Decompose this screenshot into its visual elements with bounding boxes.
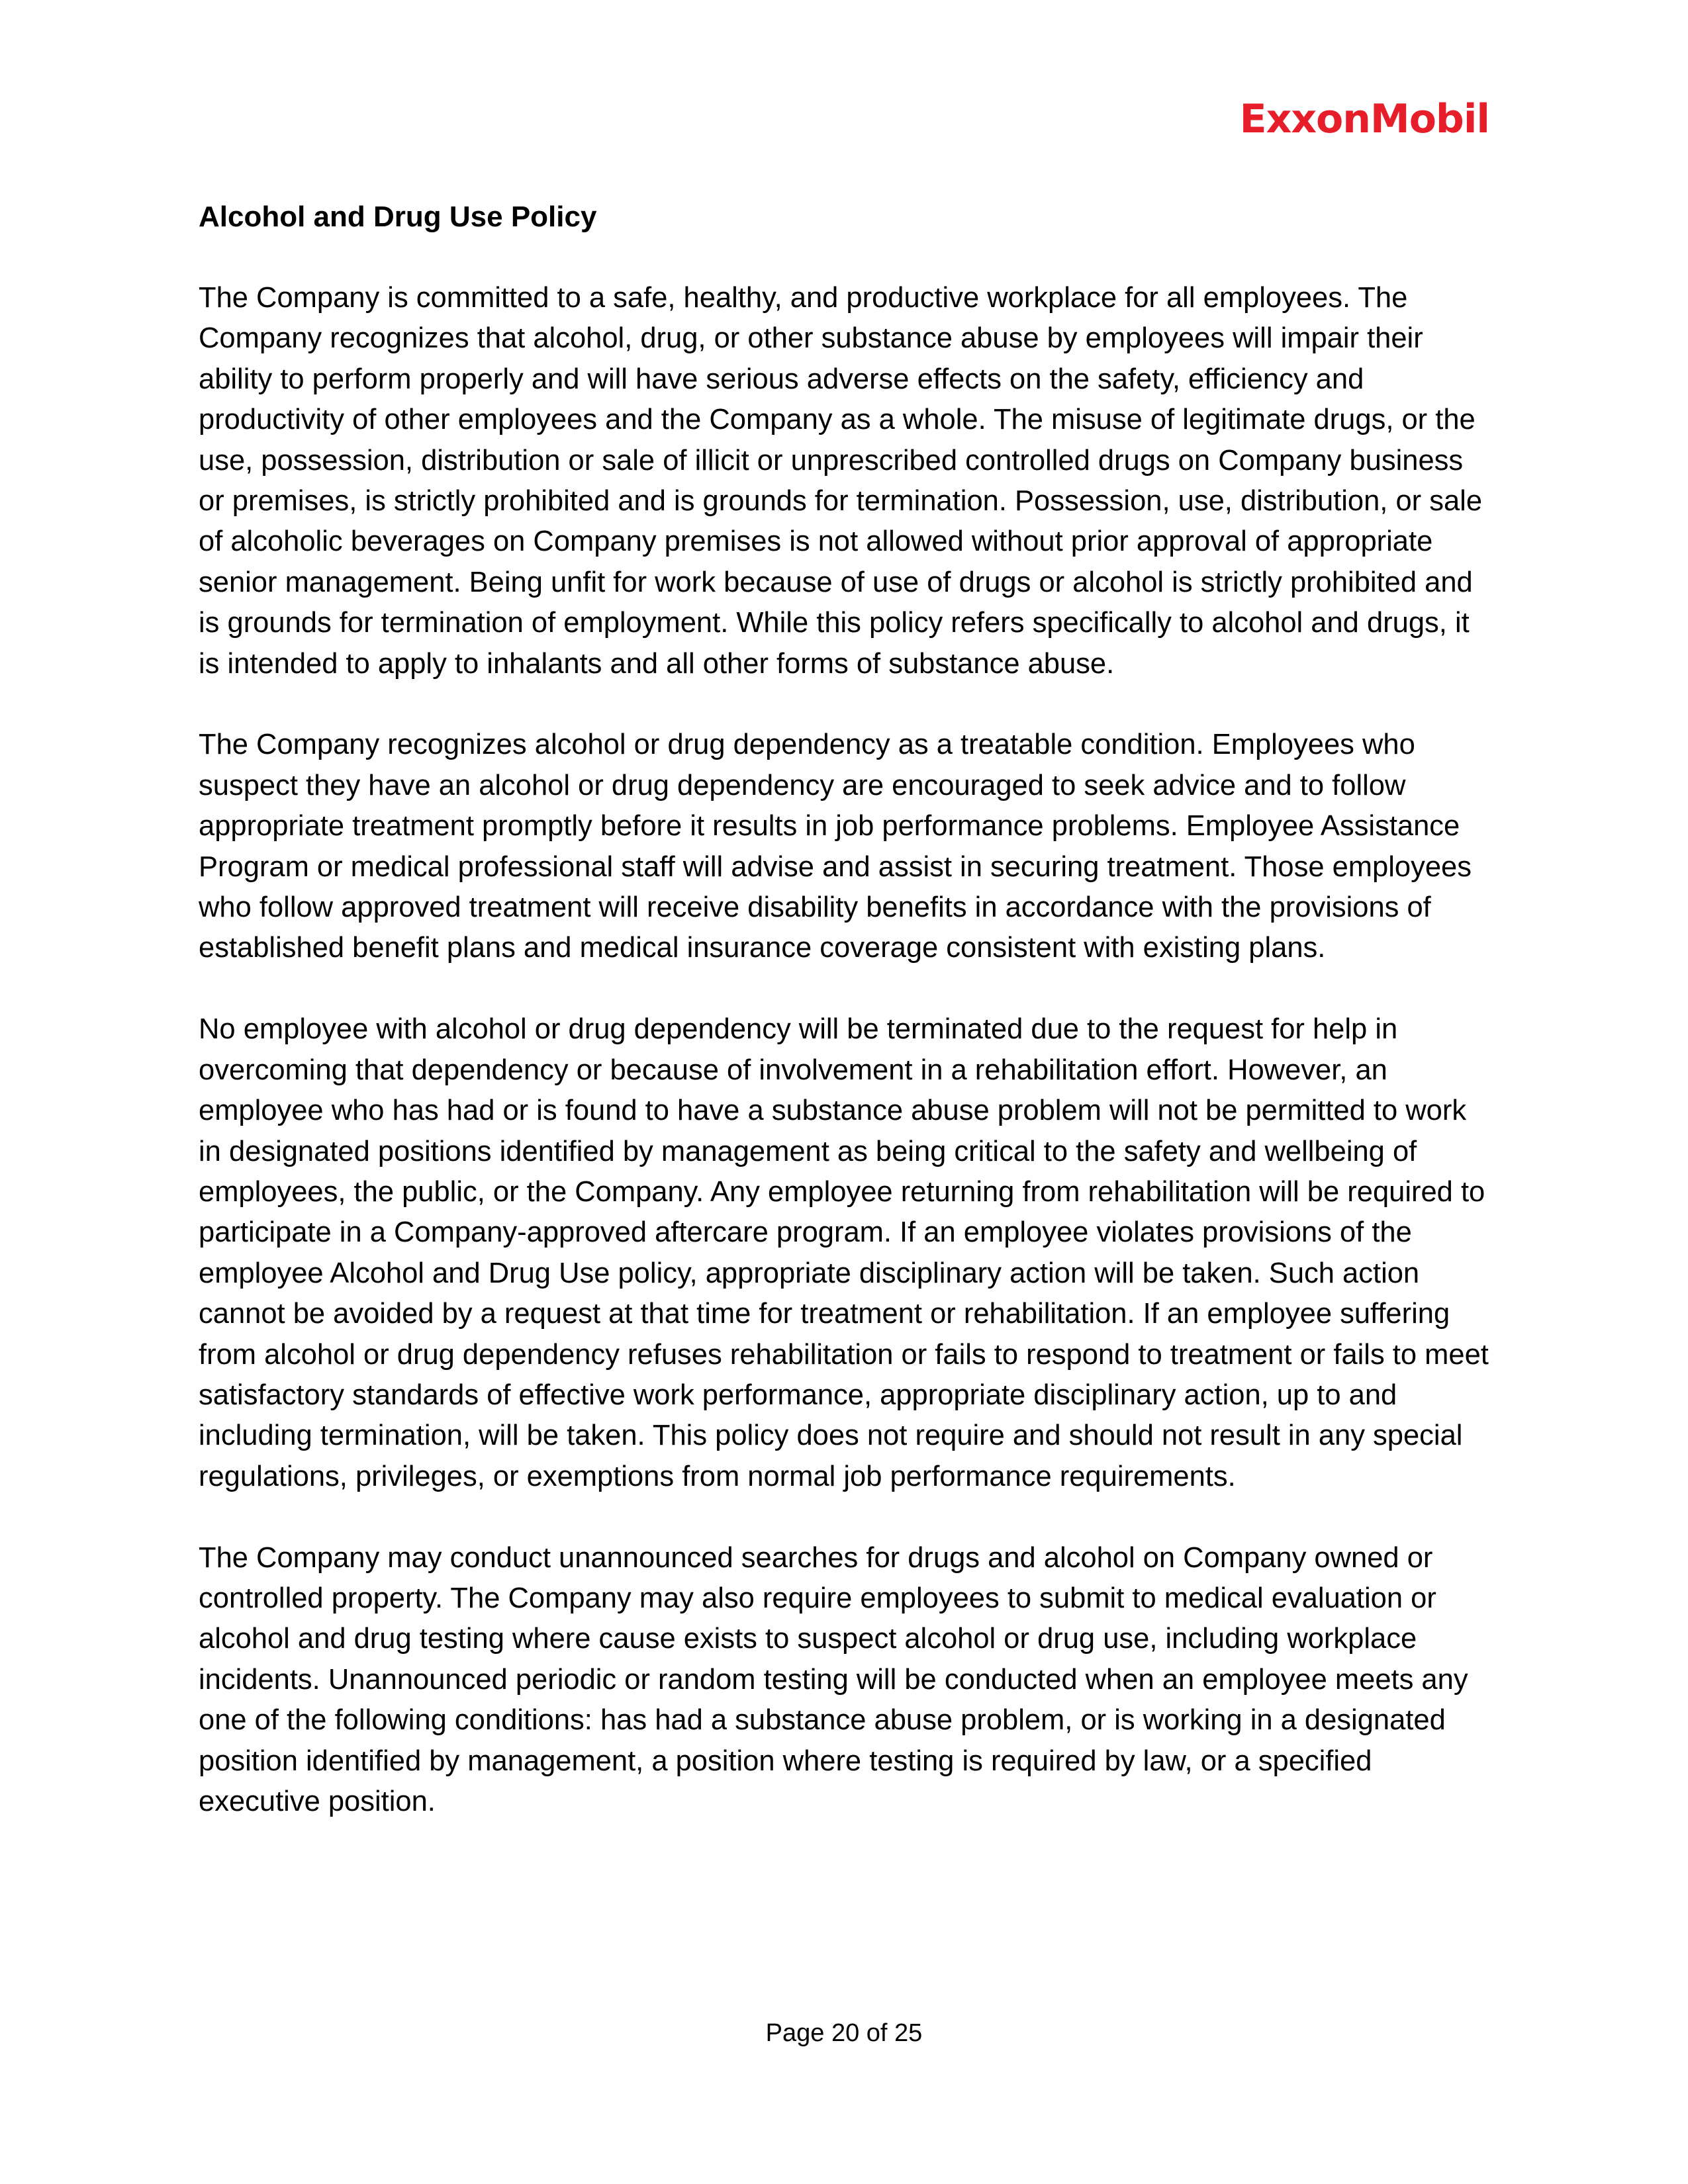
policy-title: Alcohol and Drug Use Policy — [199, 201, 597, 233]
paragraph-commitment: The Company is committed to a safe, healthy, and productive workplace for all employees. The Company recognizes that alcohol, drug, or other substance abuse by employees will impair their ability to perform properly and will have serious adverse effects on the safety, efficiency and productivity of other employees and the Company as a whole. The misuse of legitimate drugs, or the use, possession, distribution or sale of illicit or unprescribed controlled drugs on Company business or premises, is strictly prohibited and is grounds for termination. Possession, use, distribution, or sale of alcoholic beverages on Company premises is not allowed without prior approval of appropriate senior management. Being unfit for work because of use of drugs or alcohol is strictly prohibited and is grounds for termination of employment. While this policy refers specifically to alcohol and drugs, it is intended to apply to inhalants and all other forms of substance abuse. — [199, 282, 1483, 680]
document-body — [199, 196, 1496, 1822]
logo-text: ExxonMobil — [1239, 96, 1489, 142]
paragraph-dependency-treatment: The Company recognizes alcohol or drug dependency as a treatable condition. Employees who suspect they have an alcohol or drug dependency are encouraged to seek advice and to follow appropriate treatment promptly before it results in job performance problems. Employee Assistance Program or medical professional staff will advise and assist in securing treatment. Those employees who follow approved treatment will receive disability benefits in accordance with the provisions of established benefit plans and medical insurance coverage consistent with existing plans. — [199, 729, 1472, 964]
paragraph-rehabilitation: No employee with alcohol or drug dependency will be terminated due to the request for help in overcoming that dependency or because of involvement in a rehabilitation effort. However, an employee who has had or is found to have a substance abuse problem will not be permitted to work in designated positions identified by management as being critical to the safety and wellbeing of employees, the public, or the Company. Any employee returning from rehabilitation will be required to participate in a Company-approved aftercare program. If an employee violates provisions of the employee Alcohol and Drug Use policy, appropriate disciplinary action will be taken. Such action cannot be avoided by a request at that time for treatment or rehabilitation. If an employee suffering from alcohol or drug dependency refuses rehabilitation or fails to respond to treatment or fails to meet satisfactory standards of effective work performance, appropriate disciplinary action, up to and including termination, will be taken. This policy does not require and should not result in any special regulations, privileges, or exemptions from normal job performance requirements. — [199, 1013, 1489, 1492]
exxonmobil-logo — [1239, 96, 1489, 142]
paragraph-testing: The Company may conduct unannounced searches for drugs and alcohol on Company owned or controlled property. The Company may also require employees to submit to medical evaluation or alcohol and drug testing where cause exists to suspect alcohol or drug use, including workplace incidents. Unannounced periodic or random testing will be conducted when an employee meets any one of the following conditions: has had a substance abuse problem, or is working in a designated position identified by management, a position where testing is required by law, or a specified executive position. — [199, 1541, 1468, 1817]
page-number: Page 20 of 25 — [765, 2019, 923, 2047]
